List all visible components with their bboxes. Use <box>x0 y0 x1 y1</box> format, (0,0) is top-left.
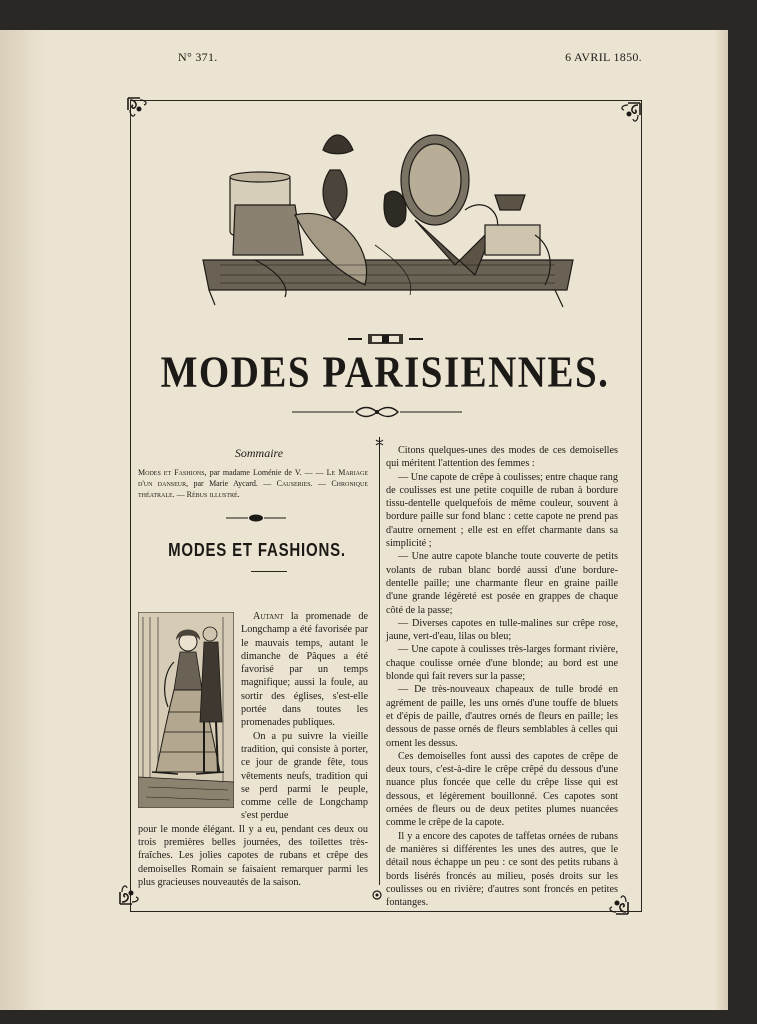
article-paragraph: — Une capote à coulisses très-larges formant rivière, chaque coulisse ornée d'une blonde; au bord est une blonde qui fait revers sur la passe; <box>386 644 618 683</box>
article-paragraph: Citons quelques-unes des modes de ces demoiselles qui méritent l'attention des femmes : <box>386 445 618 470</box>
masthead-les-ornament <box>348 332 423 344</box>
column-divider <box>379 440 380 885</box>
article-paragraph: Ces demoiselles font aussi des capotes de crêpe de deux tours, c'est-à-dire le crêpe crêpé du dessous d'une nuance plus foncée que celle du crêpe lisse qui est dessous, et légèrement bouillonné. Ces capotes sont ornées de fleurs ou de deux petites plumes nuancées comme le crêpe de la capote. <box>386 750 618 829</box>
sommaire-item-author: , par madame Loménie de V. — <box>204 468 313 477</box>
article-paragraph: — Une capote de crêpe à coulisses; entre chaque rang de coulisses est une petite coquille de ruban à bordure tissu-dentelle quelquefois de même couleur, souvent à bordure paille sur fond blanc : cette capote ne prend pas d'autre ornement ; elle est en effet charmante dans sa simplicité ; <box>386 471 618 550</box>
sommaire-item-list: — Causeries. — Chronique théatrale. — Rébus illustré. <box>138 479 369 499</box>
corner-ornament-icon <box>616 101 642 127</box>
article-paragraph: — Une autre capote blanche toute couverte de petits volants de ruban blanc bordé aussi d'une bordure-dentelle paille; une charmante fleur en graine paille d'une grande légèreté est posée en grappes de chaque côté de la passe; <box>386 551 618 616</box>
article-initial-word: Autant <box>253 611 284 622</box>
footer-ornament-icon <box>370 888 384 902</box>
article-title: MODES ET FASHIONS. <box>168 540 346 561</box>
sommaire-item-title: Modes et Fashions <box>138 468 205 477</box>
issue-date: 6 AVRIL 1850. <box>565 50 642 64</box>
sommaire-item-title: — Le Mariage d'un danseur <box>138 468 368 488</box>
page-header <box>178 50 642 70</box>
article-paragraph-text: la promenade de Longchamp a été favorisée par le mauvais temps, autant le dimanche de Pâques a été favorisé par un temps magnifique; aussi la foule, au sortir des églises, s'est-elle portée dans toutes les promenades publiques. <box>241 611 368 729</box>
small-divider-ornament-icon <box>226 510 286 520</box>
masthead-title: MODES PARISIENNES. <box>160 347 610 397</box>
still-life-engraving <box>195 125 580 310</box>
column-divider-ornament-icon <box>374 436 385 450</box>
sommaire-item-author: , par Marie Aycard. <box>186 479 258 488</box>
issue-number: N° 371. <box>178 50 218 64</box>
article-paragraph: — De très-nouveaux chapeaux de tulle brodé en agrément de paille, les uns ornés d'une touffe de bluets et d'épis de paille, d'autres ornés de fleurs en paille; les dessous de passe ornés de fleurs semblables à celles qui ornent les dessus. <box>386 684 618 749</box>
article-paragraph: — Diverses capotes en tulle-malines sur crêpe rose, jaune, vert-d'eau, lilas ou bleu; <box>386 617 618 643</box>
right-column-body <box>386 444 618 909</box>
flourish-divider-icon <box>292 405 462 419</box>
article-paragraph: pour le monde élégant. Il y a eu, pendant ces deux ou trois premières belles journées, des toilettes très-fraîches. Les jolies capotes de rubans et crêpe des demoiselles Romain se faisaient remarquer parmi les plus gracieuses nouveautés de la saison. <box>138 823 368 888</box>
article-paragraph: Il y a encore des capotes de taffetas ornées de rubans de manières si différentes les unes des autres, que le détail nous échappe un peu : ce sont des petits rubans à bords lisérés froncés au milieu, posés droits sur les coulisses ou en rivière; d'autres sont froncés en petites fontanges. <box>386 830 618 909</box>
corner-ornament-icon <box>126 96 152 122</box>
right-column <box>386 444 618 909</box>
sommaire-heading: Sommaire <box>234 446 284 460</box>
article-title-rule <box>251 571 287 572</box>
article-paragraph <box>241 610 368 730</box>
article-body <box>138 610 368 889</box>
article-paragraph: On a pu suivre la vieille tradition, qui consiste à porter, ce jour de grande fête, tous vêtements neufs, tradition qui se perd parmi le peuple, comme celle de Longchamp s'est perdue <box>241 730 368 822</box>
left-column <box>138 444 369 888</box>
sommaire-text <box>138 467 368 500</box>
